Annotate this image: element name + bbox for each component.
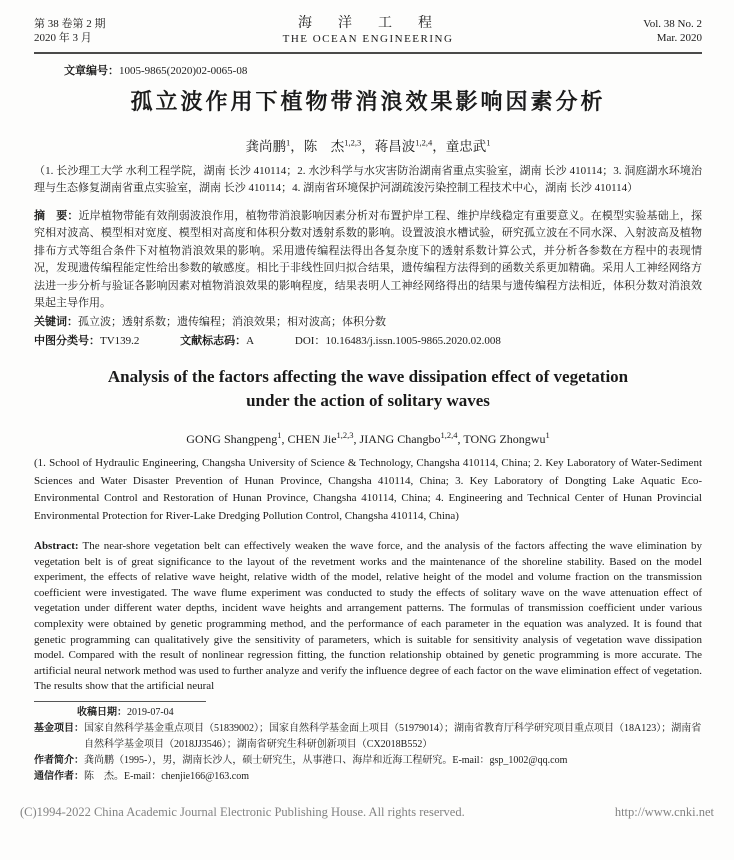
article-number [64, 62, 702, 78]
clc-number [34, 333, 139, 349]
funding-label: 基金项目： [34, 722, 84, 734]
author-name: 童忠武 [445, 138, 487, 154]
author-en [186, 432, 287, 446]
author-affil-sup: 1 [277, 430, 282, 440]
affiliations-cn: （1. 长沙理工大学 水利工程学院，湖南 长沙 410114；2. 水沙科学与水灾害防治湖南省重点实验室，湖南 长沙 410114；3. 洞庭湖水环境治理与生态修复湖南省重点实验室，湖南 长沙 410114；4. 湖南省环境保护河湖疏浚污染控制工程技术中心，湖南 长沙 410114） [34, 164, 702, 194]
received-date-value: 2019-07-04 [127, 706, 174, 718]
journal-title-en: THE OCEAN ENGINEERING [282, 33, 454, 45]
article-number-value: 1005-9865(2020)02-0065-08 [119, 65, 248, 77]
author-affil-sup: 1 [486, 137, 491, 147]
abstract-cn [34, 207, 702, 313]
footnote-divider [34, 701, 206, 702]
clc-label: 中图分类号： [34, 334, 100, 347]
author-en [360, 432, 464, 446]
author-name: CHEN Jie [287, 432, 337, 446]
keywords-cn-label: 关键词： [34, 314, 78, 328]
doi-value: 10.16483/j.issn.1005-9865.2020.02.008 [325, 335, 501, 347]
authors-en [34, 427, 702, 447]
header-divider [34, 52, 702, 54]
abstract-en-text: The near-shore vegetation belt can effectively weaken the wave force, and the analysis of the factors affecting the wave elimination by vegetation belt is of great significance to the layout of the revetment works and the maintenance of the shoreline stability. Based on the model experiment, the effects of relative wave height, relative width of the model, relative height of the model and volume fraction on the transmission coefficient were investigated. The wave flume experiment was conducted to study the effects of solitary wave on the wave attenuation effect of vegetation under different water depths, incident wave heights and arrangement patterns. The formulas of transmission coefficient under various complexity were obtained by genetic programming method, and the performance of each parameter in the equation was analyzed. It is found that genetic programming can qualitatively give the sensitivity of parameters, which is suitable for sensitivity analysis of vegetation wave dissipation model. Compared with the result of nonlinear regression fitting, the function relationship obtained by genetic programming is more accurate. The artificial neural network method was used to further analyze and verify the influence degree of each factor on the wave elimination effect of vegetation. The results show that the artificial neural [34, 540, 702, 693]
paper-title-cn: 孤立波作用下植物带消浪效果影响因素分析 [130, 90, 606, 115]
paper-title-en: Analysis of the factors affecting the wave dissipation effect of vegetation under the action of solitary waves [107, 367, 629, 410]
affiliations-en: (1. School of Hydraulic Engineering, Changsha University of Science & Technology, Changsha 410114, China; 2. Key Laboratory of Water-Sediment Sciences and Water Disaster Prevention of Hunan Province, Changsha 410114, China; 3. Key Laboratory of Dongting Lake Aquatic Eco-Environmental Control and Restoration of Hunan Province, Changsha 410114, China; 4. Engineering and Technical Center of Hunan Provincial Environmental Protection for River-Lake Dredging Pollution Control, Changsha 410114, China) [34, 457, 702, 522]
author-affil-sup: 1 [545, 430, 550, 440]
abstract-cn-label: 摘 要： [34, 208, 79, 222]
author-separator: , [281, 432, 288, 446]
footnote-corresponding-author [34, 769, 702, 785]
doi [295, 333, 501, 349]
author-cn [246, 139, 304, 154]
abstract-en-label: Abstract: [34, 540, 79, 552]
author-en [463, 432, 549, 446]
author-separator: ， [290, 138, 304, 154]
document-code [180, 333, 254, 349]
footnote-received-date [34, 705, 702, 721]
corresponding-author-label: 通信作者： [34, 770, 84, 782]
corresponding-author-value: 陈 杰。E-mail：chenjie166@163.com [84, 770, 250, 782]
journal-header [34, 16, 702, 46]
author-name: TONG Zhongwu [463, 432, 546, 446]
cnki-url: http://www.cnki.net [614, 805, 714, 819]
author-affil-sup: 1,2,4 [440, 430, 458, 440]
footnote-author-bio [34, 753, 702, 769]
author-bio-value: 龚尚鹏（1995-），男，湖南长沙人，硕士研究生，从事港口、海岸和近海工程研究。E-mail：gsp_1002@qq.com [84, 754, 568, 766]
author-bio-label: 作者简介： [34, 754, 84, 766]
author-name: 陈 杰 [303, 138, 345, 154]
abstract-en [34, 539, 702, 695]
doi-label: DOI： [294, 335, 326, 347]
journal-volume-line2: Mar. 2020 [656, 32, 702, 44]
author-affil-sup: 1,2,4 [415, 137, 433, 147]
journal-title-block [154, 16, 582, 46]
funding-value: 国家自然科学基金重点项目（51839002）；国家自然科学基金面上项目（51979014）；湖南省教育厅科学研究项目重点项目（18A123）；湖南省自然科学基金项目（2018JJ3546）；湖南省研究生科研创新项目（CX2018B552） [84, 722, 702, 750]
author-name: GONG Shangpeng [186, 432, 278, 446]
authors-cn [34, 134, 702, 155]
keywords-cn-text: 孤立波；透射系数；遗传编程；消浪效果；相对波高；体积分数 [78, 315, 386, 328]
author-name: 龚尚鹏 [245, 138, 286, 154]
author-separator: , [457, 432, 464, 446]
author-affil-sup: 1,2,3 [336, 430, 354, 440]
article-number-label: 文章编号： [64, 64, 119, 77]
footnotes [34, 705, 702, 785]
document-code-label: 文献标志码： [180, 334, 247, 347]
footnote-funding [34, 721, 702, 753]
keywords-cn [34, 313, 702, 332]
abstract-cn-text: 近岸植物带能有效削弱波浪作用，植物带消浪影响因素分析对布置护岸工程、维护岸线稳定有重要意义。在模型实验基础上，探究相对波高、模型相对宽度、模型相对高度和体积分数对透射系数的影响。设置波浪水槽试验，研究孤立波在不同水深、入射波高及植物排布方式等组合条件下对植物消浪效果的影响。采用遗传编程法得出各复杂度下的透射系数计算公式，并分析各参数在方程中的表现情况，发现遗传编程能定性给出参数的敏感度。相比于非线性回归拟合结果，遗传编程方法得到的函数关系更加精确。采用人工神经网络方法进一步分析与验证各影响因素对植物消浪效果的影响程度，结果表明人工神经网络得出的结果与遗传编程方法相近，体积分数对消浪效果起主导作用。 [34, 209, 703, 309]
author-name: JIANG Changbo [359, 432, 441, 446]
journal-volume-line1: Vol. 38 No. 2 [643, 18, 702, 30]
journal-issue-line2: 2020 年 3 月 [34, 32, 92, 44]
journal-issue-info [34, 17, 154, 45]
author-name: 蒋昌波 [374, 138, 416, 154]
document-code-value: A [246, 335, 255, 347]
clc-value: TV139.2 [100, 335, 140, 347]
journal-title-cn: 海 洋 工 程 [298, 15, 438, 31]
journal-volume-info [582, 17, 702, 45]
copyright-footer [0, 805, 734, 820]
journal-issue-line1: 第 38 卷第 2 期 [34, 18, 106, 30]
author-affil-sup: 1 [286, 137, 291, 147]
author-cn [304, 139, 375, 154]
author-cn [446, 139, 491, 154]
author-separator: ， [361, 138, 375, 154]
classification-line [34, 333, 702, 349]
author-cn [375, 139, 446, 154]
author-separator: , [353, 432, 360, 446]
author-separator: ， [432, 138, 446, 154]
author-affil-sup: 1,2,3 [344, 137, 362, 147]
received-date-label: 收稿日期： [77, 706, 127, 718]
copyright-text: (C)1994-2022 China Academic Journal Electronic Publishing House. All rights reserved. [20, 805, 465, 819]
author-en [288, 432, 360, 446]
